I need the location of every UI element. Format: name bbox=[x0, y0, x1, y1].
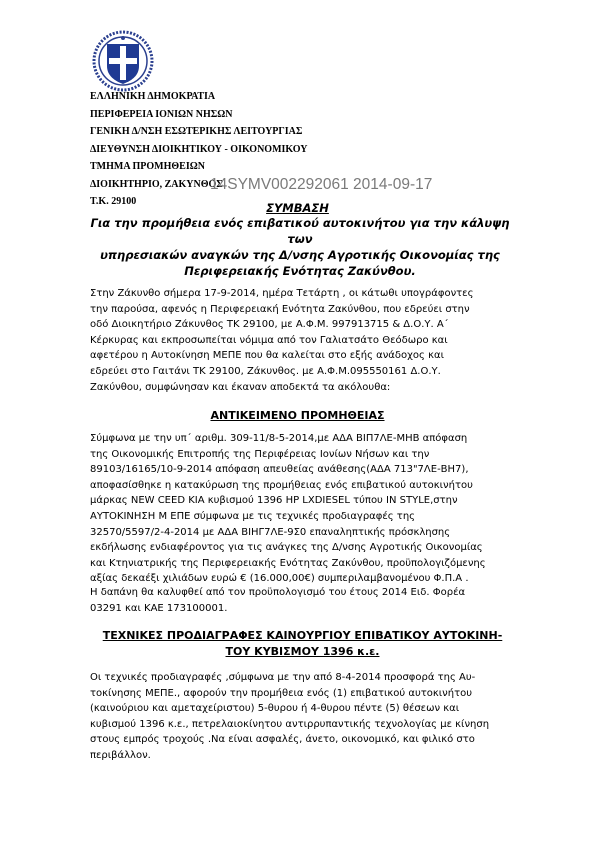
paragraph-line: της Οικονομικής Επιτροπής της Περιφέρειας Ιονίων Νήσων και την bbox=[90, 448, 430, 460]
paragraph-line: και Κτηνιατρικής της Περιφερειακής Ενότητας Ζακύνθου, προϋπολογιζόμενης bbox=[90, 557, 486, 569]
paragraph-line: ΑΥΤΟΚΙΝΗΣΗ Μ ΕΠΕ σύμφωνα με τις τεχνικές προδιαγραφές της bbox=[90, 510, 416, 522]
paragraph-line: Οι τεχνικές προδιαγραφές ,σύμφωνα με την από 8-4-2014 προσφορά της Αυ- bbox=[90, 672, 476, 683]
header-line: ΠΕΡΙΦΕΡΕΙΑ ΙΟΝΙΩΝ ΝΗΣΩΝ bbox=[90, 108, 233, 120]
paragraph-line: 32570/5597/2-4-2014 με ΑΔΑ ΒΙΗΓ7ΛΕ-9Σ0 επαναληπτικής πρόσκλησης bbox=[90, 526, 451, 538]
section-heading-specifications bbox=[90, 628, 515, 660]
specifications-paragraph bbox=[90, 670, 515, 764]
subject-line: Περιφερειακής Ενότητας Ζακύνθου. bbox=[184, 264, 416, 278]
paragraph-line: στους εμπρός τροχούς .Να είναι ασφαλές, άνετο, οικονομικό, και φιλικό στο bbox=[90, 734, 475, 746]
header-line: Τ.Κ. 29100 bbox=[90, 196, 137, 207]
paragraph-line: τοκίνησης ΜΕΠΕ., αφορούν την προμήθεια ενός (1) επιβατικού αυτοκινήτου bbox=[90, 687, 473, 699]
heading-line: ΤΟΥ ΚΥΒΙΣΜΟΥ 1396 κ.ε. bbox=[225, 645, 380, 658]
section-heading-subject: ΑΝΤΙΚΕΙΜΕΝΟ ΠΡΟΜΗΘΕΙΑΣ bbox=[210, 409, 385, 422]
header-line: ΔΙΕΥΘΥΝΣΗ ΔΙΟΙΚΗΤΙΚΟΥ - ΟΙΚΟΝΟΜΙΚΟΥ bbox=[90, 143, 308, 155]
paragraph-line: Κέρκυρας και εκπροσωπείται νόμιμα από τον Γαλιατσάτο Θεόδωρο και bbox=[90, 334, 448, 346]
paragraph-line: εκδήλωσης ενδιαφέροντος για τις ανάγκες της Δ/νσης Αγροτικής Οικονομίας bbox=[90, 542, 483, 554]
budget-paragraph bbox=[90, 585, 515, 616]
paragraph-line: 03291 και ΚΑΕ 173100001. bbox=[90, 602, 228, 614]
paragraph-line: Σύμφωνα με την υπ΄ αριθμ. 309-11/8-5-2014,με ΑΔΑ ΒΙΠ7ΛΕ-ΜΗΒ απόφαση bbox=[90, 433, 468, 444]
paragraph-line: (καινούριου και αμεταχείριστου) 5-θυρου ή 4-θυρου πέντε (5) θέσεων και bbox=[90, 703, 460, 715]
paragraph-line: αφετέρου η Αυτοκίνηση ΜΕΠΕ που θα καλείται στο εξής ανάδοχος και bbox=[90, 350, 444, 362]
document-id-watermark: 14SYMV002292061 2014-09-17 bbox=[210, 176, 433, 193]
procurement-paragraph bbox=[90, 431, 515, 587]
paragraph-line: αποφασίσθηκε η κατακύρωση της προμήθειας ενός επιβατικού αυτοκινήτου bbox=[90, 479, 473, 491]
document-title: ΣΥΜΒΑΣΗ bbox=[266, 201, 329, 215]
paragraph-line: Η δαπάνη θα καλυφθεί από τον προϋπολογισμό του έτους 2014 Ειδ. Φορέα bbox=[90, 587, 466, 598]
paragraph-line: περιβάλλον. bbox=[90, 749, 151, 761]
heading-line: ΤΕΧΝΙΚΕΣ ΠΡΟΔΙΑΓΡΑΦΕΣ ΚΑΙΝΟΥΡΓΙΟΥ ΕΠΙΒΑΤΙΚΟΥ ΑΥΤΟΚΙΝΗ- bbox=[102, 629, 503, 642]
header-line: ΓΕΝΙΚΗ Δ/ΝΣΗ ΕΣΩΤΕΡΙΚΗΣ ΛΕΙΤΟΥΡΓΙΑΣ bbox=[90, 126, 303, 137]
contract-subject bbox=[90, 215, 510, 279]
hellenic-republic-emblem-icon bbox=[92, 30, 154, 92]
paragraph-line: την παρούσα, αφενός η Περιφερειακή Ενότητα Ζακύνθου, που εδρεύει στην bbox=[90, 303, 470, 315]
paragraph-line: 89103/16165/10-9-2014 απόφαση απευθείας ανάθεσης(ΑΔΑ 713"7ΛΕ-ΒΗ7), bbox=[90, 464, 469, 476]
paragraph-line: μάρκας NEW CEED KIA κυβισμού 1396 HP LXDIESEL τύπου IN STYLE,στην bbox=[90, 495, 458, 507]
paragraph-line: οδό Διοικητήριο Ζάκυνθος ΤΚ 29100, με Α.Φ.Μ. 997913715 & Δ.Ο.Υ. Α΄ bbox=[90, 319, 449, 331]
paragraph-line: Στην Ζάκυνθο σήμερα 17-9-2014, ημέρα Τετάρτη , οι κάτωθι υπογράφοντες bbox=[90, 288, 474, 299]
header-line: ΔΙΟΙΚΗΤΗΡΙΟ, ΖΑΚΥΝΘΟΣ bbox=[90, 178, 223, 190]
header-line: ΕΛΛΗΝΙΚΗ ΔΗΜΟΚΡΑΤΙΑ bbox=[90, 91, 216, 102]
subject-line: Για την προμήθεια ενός επιβατικού αυτοκινήτου για την κάλυψη των bbox=[90, 216, 510, 246]
paragraph-line: Ζακύνθου, συμφώνησαν και έκαναν αποδεκτά τα ακόλουθα: bbox=[90, 381, 391, 393]
header-line: ΤΜΗΜΑ ΠΡΟΜΗΘΕΙΩΝ bbox=[90, 161, 205, 172]
paragraph-line: αξίας δεκαέξι χιλιάδων ευρώ € (16.000,00€) συμπεριλαμβανομένου Φ.Π.Α . bbox=[90, 573, 469, 585]
paragraph-line: εδρεύει στο Γαιτάνι ΤΚ 29100, Ζάκυνθος. με Α.Φ.Μ.095550161 Δ.Ο.Υ. bbox=[90, 365, 441, 377]
subject-line: υπηρεσιακών αναγκών της Δ/νσης Αγροτικής Οικονομίας της bbox=[100, 248, 500, 262]
parties-paragraph bbox=[90, 286, 515, 395]
paragraph-line: κυβισμού 1396 κ.ε., πετρελαιοκίνητου αντιρρυπαντικής τεχνολογίας με κίνηση bbox=[90, 718, 490, 730]
